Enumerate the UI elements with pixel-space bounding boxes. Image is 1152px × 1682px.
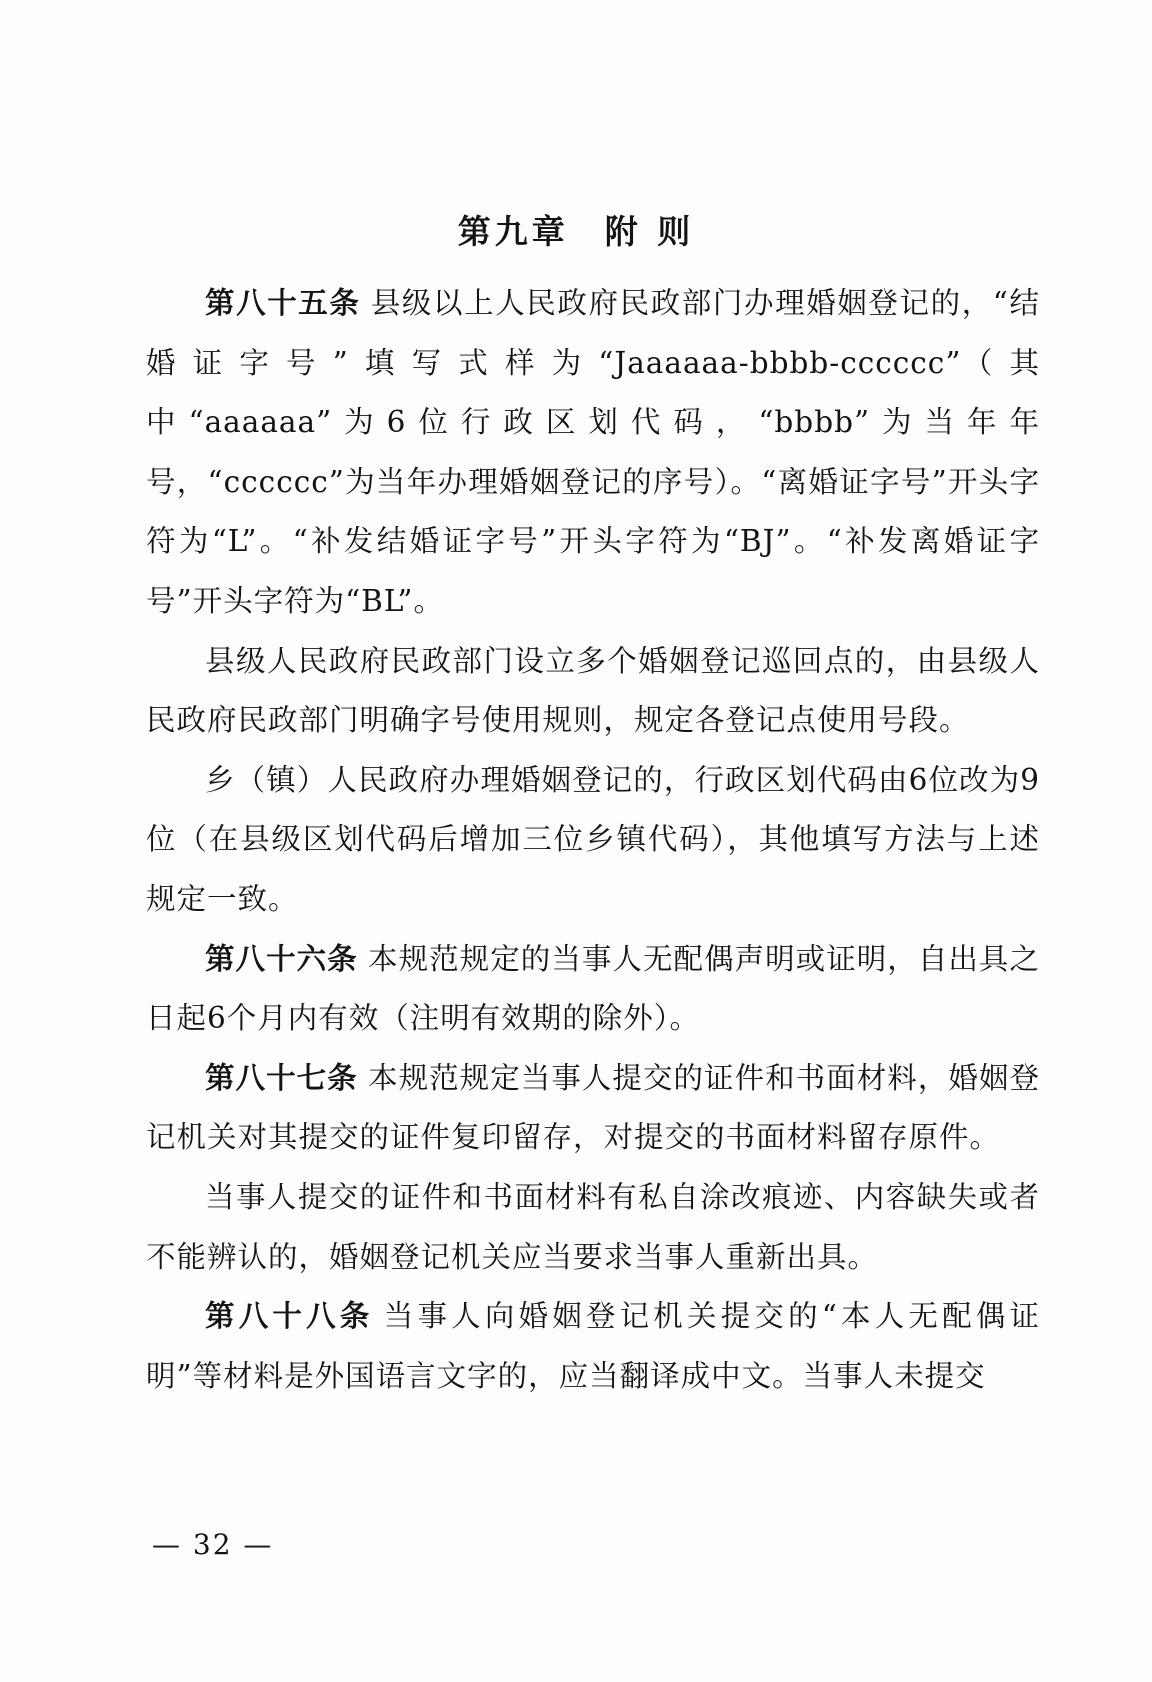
paragraph-text: 当事人向婚姻登记机关提交的“本人无配偶证明”等材料是外国语言文字的，应当翻译成中文。当事人未提交 (146, 1299, 1040, 1393)
paragraph-text: 县级以上人民政府民政部门办理婚姻登记的，“结婚证字号”填写式样为“Jaaaaaa-bbbb-cccccc”（其中“aaaaaa”为6位行政区划代码，“bbbb”为当年年号，“cccccc”为当年办理婚姻登记的序号）。“离婚证字号”开头字符为“L”。“补发结婚证字号”开头字符为“BJ”。“补发离婚证字号”开头字符为“BL”。 (146, 286, 1040, 618)
article-87-paragraph (146, 1049, 1040, 1168)
paragraph-text: 县级人民政府民政部门设立多个婚姻登记巡回点的，由县级人民政府民政部门明确字号使用规则，规定各登记点使用号段。 (146, 643, 1040, 738)
chapter-title (0, 210, 1152, 254)
paragraph-text: 本规范规定当事人提交的证件和书面材料，婚姻登记机关对其提交的证件复印留存，对提交的书面材料留存原件。 (146, 1060, 1040, 1155)
article-number: 第八十八条 (205, 1299, 374, 1334)
article-number: 第八十七条 (205, 1060, 358, 1095)
page-number: — 32 — (152, 1528, 274, 1561)
paragraph-text: 当事人提交的证件和书面材料有私自涂改痕迹、内容缺失或者不能辨认的，婚姻登记机关应当要求当事人重新出具。 (146, 1179, 1040, 1274)
paragraph-text: 本规范规定的当事人无配偶声明或证明，自出具之日起6个月内有效（注明有效期的除外）。 (146, 941, 1040, 1036)
article-85-paragraph-2 (146, 632, 1040, 751)
article-85-paragraph-3 (146, 751, 1040, 930)
chapter-number: 第九章 (457, 212, 569, 251)
article-86-paragraph (146, 930, 1040, 1049)
paragraph-text: 乡（镇）人民政府办理婚姻登记的，行政区划代码由6位改为9位（在县级区划代码后增加三位乡镇代码），其他填写方法与上述规定一致。 (146, 762, 1040, 916)
article-number: 第八十五条 (205, 286, 361, 320)
article-87-paragraph-2 (146, 1168, 1040, 1287)
article-number: 第八十六条 (205, 941, 358, 976)
document-body (146, 274, 1040, 1406)
chapter-name: 附 则 (604, 212, 695, 251)
article-85-paragraph (146, 274, 1040, 632)
article-88-paragraph (146, 1287, 1040, 1406)
